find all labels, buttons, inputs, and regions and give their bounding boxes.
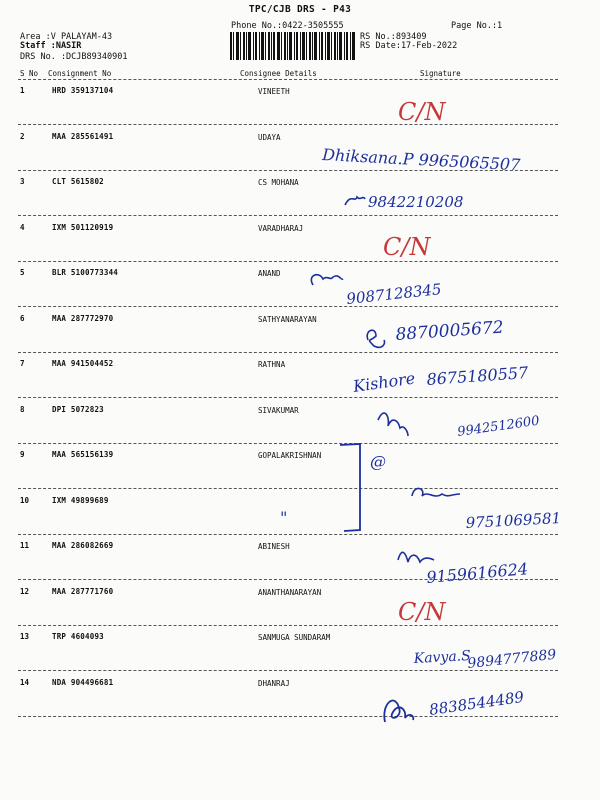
rs-date: RS Date:17-Feb-2022 xyxy=(360,41,458,51)
hand-note-r8: 9942512600 xyxy=(456,413,541,440)
row-consignee-name: SIVAKUMAR xyxy=(258,406,299,415)
hand-note-r5: 9087128345 xyxy=(345,280,443,308)
row-sno: 4 xyxy=(20,223,25,232)
hand-note-r11: 9159616624 xyxy=(425,559,529,587)
row-sno: 6 xyxy=(20,314,25,323)
row-consignee-name: DHANRAJ xyxy=(258,679,290,688)
row-sno: 10 xyxy=(20,496,30,505)
hand-note-r14: 8838544489 xyxy=(428,687,526,719)
signature-r10 xyxy=(412,488,460,496)
column-header-consignee: Consignee Details xyxy=(240,69,317,78)
staff-label: Staff :NASIR xyxy=(20,41,82,51)
column-header-consignment: Consignment No xyxy=(48,69,112,78)
row-consignment-no: MAA 285561491 xyxy=(52,132,114,141)
row-consignee-name: SANMUGA SUNDARAM xyxy=(258,633,331,642)
row-sno: 8 xyxy=(20,405,25,414)
row-sno: 3 xyxy=(20,177,25,186)
row-consignment-no: TRP 4604093 xyxy=(52,632,104,641)
signature-r6 xyxy=(367,330,384,347)
row-consignee-name: RATHNA xyxy=(258,360,286,369)
row-consignment-no: CLT 5615802 xyxy=(52,177,104,186)
row-consignee-name: ANANTHANARAYAN xyxy=(258,588,322,597)
barcode-image xyxy=(230,32,355,60)
row-consignee-name: VARADHARAJ xyxy=(258,224,304,233)
header-divider xyxy=(18,79,558,80)
row-consignee-name: VINEETH xyxy=(258,87,290,96)
row-sno: 7 xyxy=(20,359,25,368)
row-consignment-no: MAA 287772970 xyxy=(52,314,114,323)
row-consignment-no: BLR 5100773344 xyxy=(52,268,119,277)
hand-note-r3: 9842210208 xyxy=(368,193,464,211)
row-consignee-name: SATHYANARAYAN xyxy=(258,315,317,324)
hand-note-r12: C/N xyxy=(398,598,446,626)
row-sno: 9 xyxy=(20,450,25,459)
row-consignment-no: HRD 359137104 xyxy=(52,86,114,95)
row-consignee-name: ANAND xyxy=(258,269,281,278)
row-consignee-name: CS MOHANA xyxy=(258,178,299,187)
row-consignment-no: NDA 904496681 xyxy=(52,678,114,687)
signature-r14 xyxy=(384,701,413,722)
row-sno: 5 xyxy=(20,268,25,277)
page-number: Page No.:1 xyxy=(451,21,503,31)
sheet-title: TPC/CJB DRS - P43 xyxy=(248,4,352,15)
row-consignee-name: ABINESH xyxy=(258,542,290,551)
row-sno: 1 xyxy=(20,86,25,95)
row-consignment-no: DPI 5072823 xyxy=(52,405,104,414)
row-consignment-no: MAA 565156139 xyxy=(52,450,114,459)
row-sno: 14 xyxy=(20,678,30,687)
row-consignee-name: UDAYA xyxy=(258,133,281,142)
row-sno: 11 xyxy=(20,541,30,550)
rs-number: RS No.:893409 xyxy=(360,32,427,42)
hand-note-r10: 9751069581 xyxy=(465,509,562,532)
hand-note-r1: C/N xyxy=(398,98,446,126)
hand-note-r7: 8675180557 xyxy=(425,362,529,389)
ditto-mark-r10: " xyxy=(280,508,288,527)
column-header-signature: Signature xyxy=(420,69,461,78)
hand-note-r6: 8870005672 xyxy=(394,317,505,345)
row-consignment-no: MAA 287771760 xyxy=(52,587,114,596)
hand-note-r13: 9894777889 xyxy=(466,646,558,672)
row-consignment-no: IXM 501120919 xyxy=(52,223,114,232)
row-consignment-no: MAA 286082669 xyxy=(52,541,114,550)
signature-r3 xyxy=(345,197,365,205)
hand-note-r9: @ xyxy=(370,452,386,471)
hand-name-r13: Kavya.S xyxy=(413,648,472,667)
signature-r11 xyxy=(398,552,434,562)
row-consignment-no: IXM 49899689 xyxy=(52,496,109,505)
phone-number: Phone No.:0422-3505555 xyxy=(231,21,344,31)
column-header-sno: S No xyxy=(20,69,39,78)
area-label: Area :V PALAYAM-43 xyxy=(20,32,113,42)
signature-r5 xyxy=(311,275,343,285)
hand-note-r4: C/N xyxy=(383,233,431,261)
row-sno: 13 xyxy=(20,632,30,641)
signature-r8 xyxy=(378,413,408,436)
drs-number: DRS No. :DCJB89340901 xyxy=(20,52,128,62)
row-sno: 12 xyxy=(20,587,30,596)
row-consignee-name: GOPALAKRISHNAN xyxy=(258,451,322,460)
hand-name-r7: Kishore xyxy=(351,368,417,396)
hand-note-r2: Dhiksana.P 9965065507 xyxy=(321,145,521,175)
bracket-mark xyxy=(340,444,360,531)
row-consignment-no: MAA 941504452 xyxy=(52,359,114,368)
row-sno: 2 xyxy=(20,132,25,141)
